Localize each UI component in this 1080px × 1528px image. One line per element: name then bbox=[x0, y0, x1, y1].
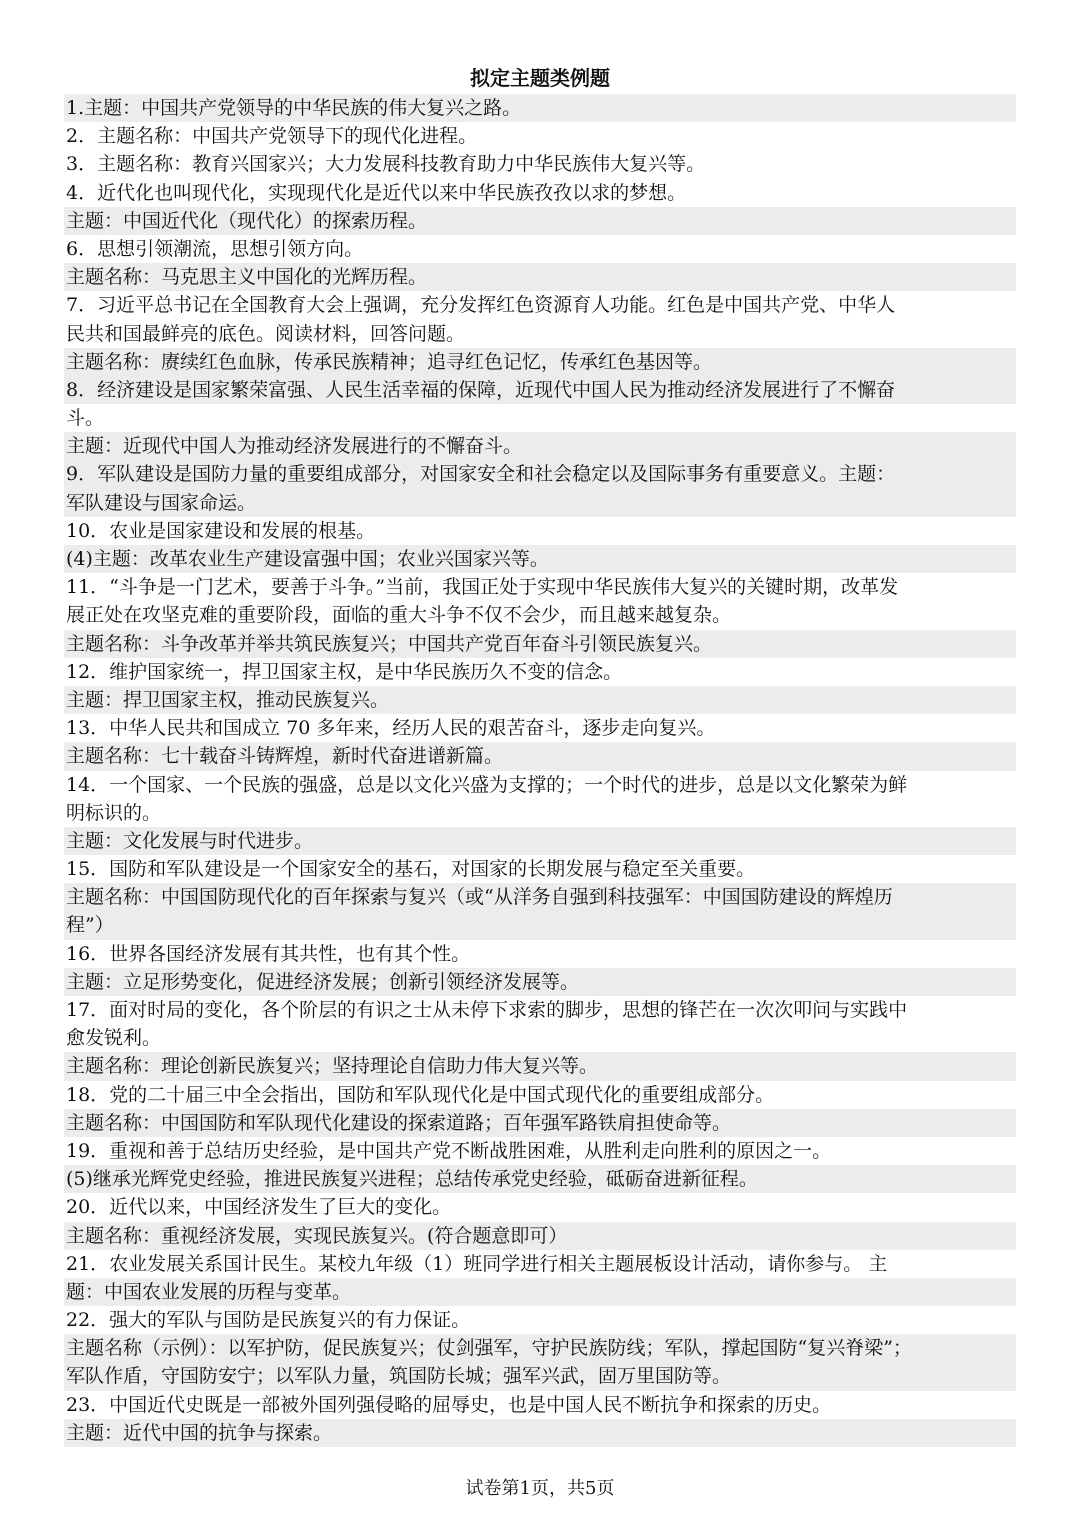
answer-line: (5)继承光辉党史经验，推进民族复兴进程；总结传承党史经验，砥砺奋进新征程。 bbox=[64, 1165, 1016, 1193]
question-line: 16．世界各国经济发展有其共性，也有其个性。 bbox=[66, 942, 471, 965]
question-line: 12．维护国家统一，捍卫国家主权，是中华民族历久不变的信念。 bbox=[66, 660, 623, 683]
answer-line: 8．经济建设是国家繁荣富强、人民生活幸福的保障，近现代中国人民为推动经济发展进行了不懈奋 bbox=[64, 376, 1016, 404]
question-line: 斗。 bbox=[66, 407, 105, 430]
answer-line: 1.主题：中国共产党领导的中华民族的伟大复兴之路。 bbox=[64, 94, 1016, 122]
answer-line: (4)主题：改革农业生产建设富强中国；农业兴国家兴等。 bbox=[64, 545, 1016, 573]
question-list bbox=[64, 94, 1016, 1447]
question-line: 明标识的。 bbox=[66, 801, 162, 824]
answer-line: 主题名称：七十载奋斗铸辉煌，新时代奋进谱新篇。 bbox=[64, 742, 1016, 770]
question-line: 7．习近平总书记在全国教育大会上强调，充分发挥红色资源育人功能。红色是中国共产党、中华人 bbox=[66, 294, 896, 317]
page-title: 拟定主题类例题 bbox=[470, 66, 610, 90]
question-line: 展正处在攻坚克难的重要阶段，面临的重大斗争不仅不会少，而且越来越复杂。 bbox=[66, 604, 732, 627]
answer-line: 主题：近代中国的抗争与探索。 bbox=[64, 1419, 1016, 1447]
answer-line: 主题名称：中国国防现代化的百年探索与复兴（或“从洋务自强到科技强军：中国国防建设的辉煌历 bbox=[64, 883, 1016, 911]
question-line: 4．近代化也叫现代化，实现现代化是近代以来中华民族孜孜以求的梦想。 bbox=[66, 181, 687, 204]
page-footer: 试卷第1页，共5页 bbox=[465, 1478, 615, 1499]
answer-line: 主题：近现代中国人为推动经济发展进行的不懈奋斗。 bbox=[64, 432, 1016, 460]
question-line: 愈发锐利。 bbox=[66, 1027, 162, 1050]
answer-line: 主题：捍卫国家主权，推动民族复兴。 bbox=[64, 686, 1016, 714]
question-line: 6．思想引领潮流，思想引领方向。 bbox=[66, 237, 364, 260]
answer-line: 主题：中国近代化（现代化）的探索历程。 bbox=[64, 207, 1016, 235]
answer-line: 题：中国农业发展的历程与变革。 bbox=[64, 1278, 1016, 1306]
answer-line: 主题名称：赓续红色血脉，传承民族精神；追寻红色记忆，传承红色基因等。 bbox=[64, 348, 1016, 376]
question-line: 17．面对时局的变化，各个阶层的有识之士从未停下求索的脚步，思想的锋芒在一次次叩问与实践中 bbox=[66, 999, 908, 1021]
question-line: 20．近代以来，中国经济发生了巨大的变化。 bbox=[66, 1196, 452, 1219]
answer-line: 主题名称：马克思主义中国化的光辉历程。 bbox=[64, 263, 1016, 291]
question-line: 15．国防和军队建设是一个国家安全的基石，对国家的长期发展与稳定至关重要。 bbox=[66, 858, 756, 881]
answer-line: 主题名称：重视经济发展，实现民族复兴。(符合题意即可） bbox=[64, 1222, 1016, 1250]
question-line: 21．农业发展关系国计民生。某校九年级（1）班同学进行相关主题展板设计活动，请你参与。 主 bbox=[66, 1252, 888, 1275]
answer-line: 主题：立足形势变化，促进经济发展；创新引领经济发展等。 bbox=[64, 968, 1016, 996]
question-line: 23．中国近代史既是一部被外国列强侵略的屈辱史，也是中国人民不断抗争和探索的历史。 bbox=[66, 1393, 832, 1416]
question-line: 14．一个国家、一个民族的强盛，总是以文化兴盛为支撑的；一个时代的进步，总是以文化繁荣为鲜 bbox=[66, 773, 908, 796]
answer-line: 程”） bbox=[64, 911, 1016, 939]
answer-line: 9．军队建设是国防力量的重要组成部分，对国家安全和社会稳定以及国际事务有重要意义。主题： bbox=[64, 460, 1016, 488]
answer-line: 主题名称（示例）：以军护防，促民族复兴；仗剑强军，守护民族防线；军队，撑起国防“复兴脊梁”； bbox=[64, 1334, 1016, 1362]
answer-line: 主题名称：中国国防和军队现代化建设的探索道路；百年强军路铁肩担使命等。 bbox=[64, 1109, 1016, 1137]
answer-line: 主题：文化发展与时代进步。 bbox=[64, 827, 1016, 855]
question-line: 民共和国最鲜亮的底色。阅读材料，回答问题。 bbox=[66, 322, 466, 345]
question-line: 3．主题名称：教育兴国家兴；大力发展科技教育助力中华民族伟大复兴等。 bbox=[66, 153, 706, 176]
question-line: 11．“斗争是一门艺术，要善于斗争。”当前，我国正处于实现中华民族伟大复兴的关键时期，改革发 bbox=[66, 576, 899, 599]
question-line: 18．党的二十届三中全会指出，国防和军队现代化是中国式现代化的重要组成部分。 bbox=[66, 1083, 775, 1106]
question-line: 13．中华人民共和国成立 70 多年来，经历人民的艰苦奋斗，逐步走向复兴。 bbox=[66, 717, 716, 740]
answer-line: 军队建设与国家命运。 bbox=[64, 489, 1016, 517]
answer-line: 军队作盾，守国防安宁；以军队力量，筑国防长城；强军兴武，固万里国防等。 bbox=[64, 1362, 1016, 1390]
question-line: 22．强大的军队与国防是民族复兴的有力保证。 bbox=[66, 1309, 471, 1332]
question-line: 2．主题名称：中国共产党领导下的现代化进程。 bbox=[66, 125, 478, 148]
answer-line: 主题名称：斗争改革并举共筑民族复兴；中国共产党百年奋斗引领民族复兴。 bbox=[64, 630, 1016, 658]
question-line: 10．农业是国家建设和发展的根基。 bbox=[66, 519, 376, 542]
question-line: 19．重视和善于总结历史经验，是中国共产党不断战胜困难，从胜利走向胜利的原因之一。 bbox=[66, 1139, 832, 1162]
answer-line: 主题名称：理论创新民族复兴；坚持理论自信助力伟大复兴等。 bbox=[64, 1052, 1016, 1080]
